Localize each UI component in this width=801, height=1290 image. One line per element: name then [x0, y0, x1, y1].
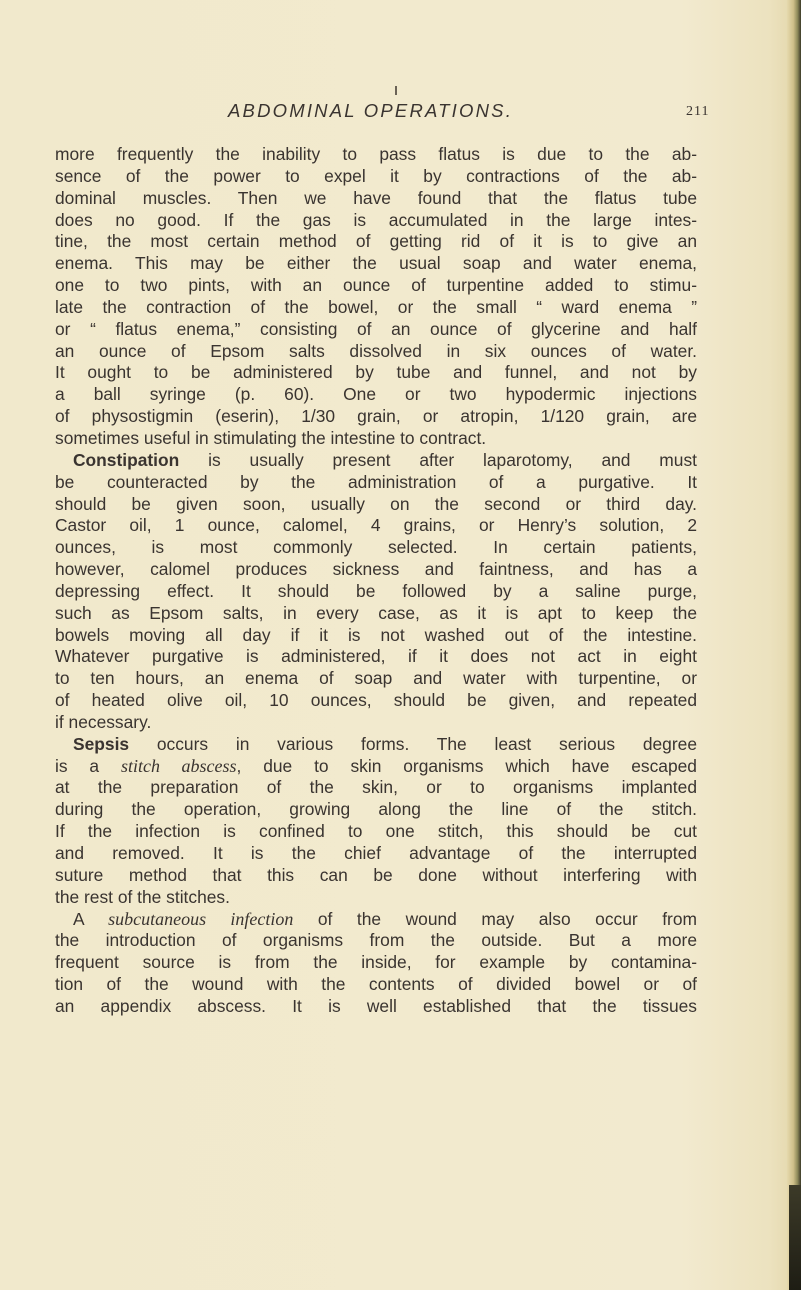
- text-run: is a: [55, 755, 121, 776]
- text-line: if necessary.: [55, 711, 152, 732]
- text-line: enema. This may be either the usual soap and water enema,: [55, 253, 697, 274]
- text-line: bowels moving all day if it is not washed out of the intestine.: [55, 624, 697, 645]
- italic-term: stitch abscess: [120, 755, 237, 776]
- text-line: the introduction of organisms from the outside. But a more: [55, 930, 697, 951]
- page-number: 211: [686, 104, 710, 119]
- text-line: one to two pints, with an ounce of turpentine added to stimu-: [55, 275, 697, 296]
- text-line: of heated olive oil, 10 ounces, should be given, and repeated: [55, 690, 697, 711]
- text-line: does no good. If the gas is accumulated in the large intes-: [55, 209, 697, 230]
- text-line: a ball syringe (p. 60). One or two hypodermic injections: [55, 384, 697, 405]
- sepsis-heading: Sepsis: [73, 733, 130, 754]
- text-line: sometimes useful in stimulating the intestine to contract.: [55, 427, 487, 448]
- text-line: [55, 734, 697, 756]
- text-run: is usually present after laparotomy, and must: [179, 449, 697, 470]
- constipation-heading: Constipation: [73, 449, 180, 470]
- text-line: dominal muscles. Then we have found that the flatus tube: [55, 187, 697, 208]
- text-line: however, calomel produces sickness and faintness, and has a: [55, 559, 697, 580]
- text-line: ounces, is most commonly selected. In certain patients,: [55, 537, 697, 558]
- paragraph-subcutaneous: [55, 909, 697, 1018]
- text-line: should be given soon, usually on the second or third day.: [55, 493, 697, 514]
- text-line: suture method that this can be done without interfering with: [55, 864, 697, 885]
- text-line: If the infection is confined to one stitch, this should be cut: [55, 821, 697, 842]
- text-line: more frequently the inability to pass flatus is due to the ab-: [55, 144, 697, 164]
- text-run: occurs in various forms. The least serious degree: [129, 733, 697, 754]
- text-line: [55, 756, 697, 778]
- text-line: depressing effect. It should be followed by a saline purge,: [55, 580, 697, 601]
- text-line: and removed. It is the chief advantage of the interrupted: [55, 843, 697, 863]
- text-run: A: [73, 908, 109, 929]
- text-line: [55, 450, 697, 472]
- paragraph-sepsis: [55, 734, 697, 909]
- text-line: sence of the power to expel it by contractions of the ab-: [55, 165, 697, 186]
- text-line: frequent source is from the inside, for example by contamina-: [55, 952, 697, 973]
- text-line: or “ flatus enema,” consisting of an ounce of glycerine and half: [55, 318, 697, 339]
- top-mark: [395, 86, 397, 95]
- running-header: ABDOMINAL OPERATIONS.: [228, 100, 514, 121]
- text-line: the rest of the stitches.: [55, 886, 230, 907]
- text-line: tion of the wound with the contents of divided bowel or of: [55, 974, 697, 995]
- text-line: late the contraction of the bowel, or the small “ ward enema ”: [55, 296, 697, 317]
- text-line: such as Epsom salts, in every case, as it is apt to keep the: [55, 602, 697, 623]
- text-line: of physostigmin (eserin), 1/30 grain, or atropin, 1/120 grain, are: [55, 406, 697, 427]
- italic-term: subcutaneous infection: [108, 908, 294, 929]
- text-run: of the wound may also occur from: [293, 908, 697, 929]
- paragraph-constipation: [55, 450, 697, 734]
- text-line: Whatever purgative is administered, if it does not act in eight: [55, 646, 697, 667]
- paragraph-flatus: [55, 144, 697, 450]
- text-line: [55, 909, 697, 931]
- text-line: tine, the most certain method of getting rid of it is to give an: [55, 231, 697, 252]
- page-edge: [787, 0, 801, 1290]
- text-line: Castor oil, 1 ounce, calomel, 4 grains, or Henry’s solution, 2: [55, 515, 697, 536]
- body-text: [55, 144, 697, 1018]
- text-line: to ten hours, an enema of soap and water with turpentine, or: [55, 668, 697, 689]
- text-line: be counteracted by the administration of a purgative. It: [55, 471, 697, 492]
- text-line: during the operation, growing along the line of the stitch.: [55, 799, 697, 820]
- text-line: It ought to be administered by tube and funnel, and not by: [55, 362, 697, 383]
- text-line: an ounce of Epsom salts dissolved in six ounces of water.: [55, 340, 697, 361]
- text-run: , due to skin organisms which have escaped: [236, 755, 697, 776]
- text-line: an appendix abscess. It is well established that the tissues: [55, 995, 697, 1016]
- text-line: at the preparation of the skin, or to organisms implanted: [55, 777, 697, 798]
- page-edge-shadow: [789, 1185, 801, 1290]
